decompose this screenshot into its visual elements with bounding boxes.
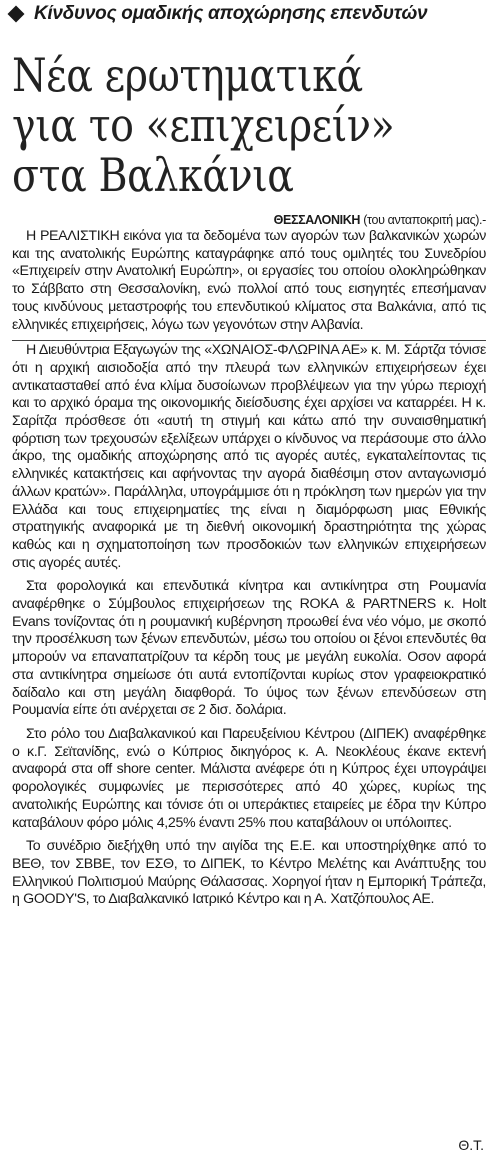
paragraph-4: Στο ρόλο του Διαβαλκανικού και Παρευξείνιου Κέντρου (ΔΙΠΕΚ) αναφέρθηκε ο κ.Γ. Σεϊτανίδης, ενώ ο Κύπριος δικηγόρος κ. Α. Νεοκλέους έκανε εκτενή αναφορά στα off shore center. Μάλιστα ανέφερε ότι η Κύπρος έχει υπογράψει φορολογικές συμφωνίες με περισσότερες από 40 χώρες, κυρίως της ανατολικής Ευρώπης και τόνισε ότι οι υπεράκτιες εταιρείες με έδρα την Κύπρο καταβάλουν φόρο μόλις 4,25% έναντι 25% που καταβάλουν οι υπόλοιπες. [12,725,486,831]
paragraph-5: Το συνέδριο διεξήχθη υπό την αιγίδα της Ε.Ε. και υποστηρίχθηκε από το ΒΕΘ, τον ΣΒΒΕ, τον ΕΣΘ, το ΔΙΠΕΚ, το Κέντρο Μελέτης και Ανάπτυξης του Ελληνικού Πολιτισμού Μαύρης Θάλασσας. Χορηγοί ήταν η Εμπορική Τράπεζα, η GOODY'S, το Διαβαλκανικό Ιατρικό Κέντρο και η Α. Χατζόπουλος ΑΕ. [12,838,486,908]
article-body [12,212,486,915]
dateline-source: (του ανταποκριτή μας).- [360,213,486,227]
kicker-text: Κίνδυνος ομαδικής αποχώρησης επενδυτών [34,3,428,24]
kicker [6,2,492,26]
paragraph-1: Η ΡΕΑΛΙΣΤΙΚΗ εικόνα για τα δεδομένα των αγορών των βαλκανικών χωρών και της ανατολικής Ευρώπης καταγράφηκε από τους ομιλητές του Συνεδρίου «Επιχειρείν στην Ανατολική Ευρώπη», οι εργασίες του οποίου ολοκληρώθηκαν το Σάββατο στη Θεσσαλονίκη, ενώ πολλοί από τους εισηγητές επεσήμαναν τους κινδύνους μεταστροφής του επενδυτικού κλίματος στα Βαλκάνια, από τις ελληνικές επιχειρήσεις, λόγω των γεγονότων στην Αλβανία. [12,228,486,333]
dateline [12,212,486,228]
dateline-place: ΘΕΣΣΑΛΟΝΙΚΗ [273,213,361,227]
headline [12,50,482,200]
paragraph-3: Στα φορολογικά και επενδυτικά κίνητρα και αντικίνητρα στη Ρουμανία αναφέρθηκε ο Σύμβουλος επιχειρήσεων της ROKA & PARTNERS κ. Holt Evans τονίζοντας ότι η ρουμανική κυβέρνηση προωθεί ένα νέο νόμο, με σκοπό την προσέλκυση των ξένων επενδυτών, μέσω του οποίου οι ξένοι επενδυτές θα μπορούν να επαναπατρίζουν τα κέρδη τους με μεγάλη ευκολία. Οσον αφορά στα αντικίνητρα σημείωσε ότι αυτά εντοπίζονται κυρίως στον γραφειοκρατικό δαίδαλο και στη μεγάλη διαφθορά. Το ύψος των ξένων επενδύσεων στη Ρουμανία είπε ότι ανέρχεται σε 2 δισ. δολάρια. [12,578,486,719]
diamond-bullet-icon [8,6,25,23]
headline-line-1: Νέα ερωτηματικά [12,48,363,102]
headline-line-3: στα Βαλκάνια [12,148,294,202]
author-signature: Θ.Τ. [458,1137,484,1153]
headline-line-2: για το «επιχειρείν» [12,98,395,152]
paragraph-2: Η Διευθύντρια Εξαγωγών της «ΧΩΝΑΙΟΣ-ΦΛΩΡΙΝΑ ΑΕ» κ. Μ. Σάρτζα τόνισε ότι η αρχική αισιοδοξία από την πλευρά των ελληνικών επιχειρήσεων έχει αντικατασταθεί από ένα κλίμα δυσοίωνων προβλέψεων για την γύρω περιοχή και το αρχικό όραμα της οικονομικής διείσδυσης έχει αρχίσει να καταρρέει. Η κ. Σαρίτζα πρόσθεσε ότι «αυτή τη στιγμή και κάτω από την συναισθηματική φόρτιση των τρεχουσών εξελίξεων υπάρχει ο κίνδυνος να περάσουμε στο άλλο άκρο, της ομαδικής αποχώρησης από τις αγορές αυτές, εγκαταλείποντας τις ελληνικές κατακτήσεις και αφήνοντας την αγορά διαθέσιμη στον ανταγωνισμό άλλων κρατών». Παράλληλα, υπογράμμισε ότι η πρόκληση των ημερών για την Ελλάδα και τους επιχειρηματίες της είναι η διαμόρφωση μιας Εθνικής στρατηγικής αναφορικά με τη διεθνή οικονομική δραστηριότητα της χώρας καθώς και η σχηματοποίηση των προσδοκιών των ελληνικών επιχειρήσεων στις αγορές αυτές. [12,342,486,571]
